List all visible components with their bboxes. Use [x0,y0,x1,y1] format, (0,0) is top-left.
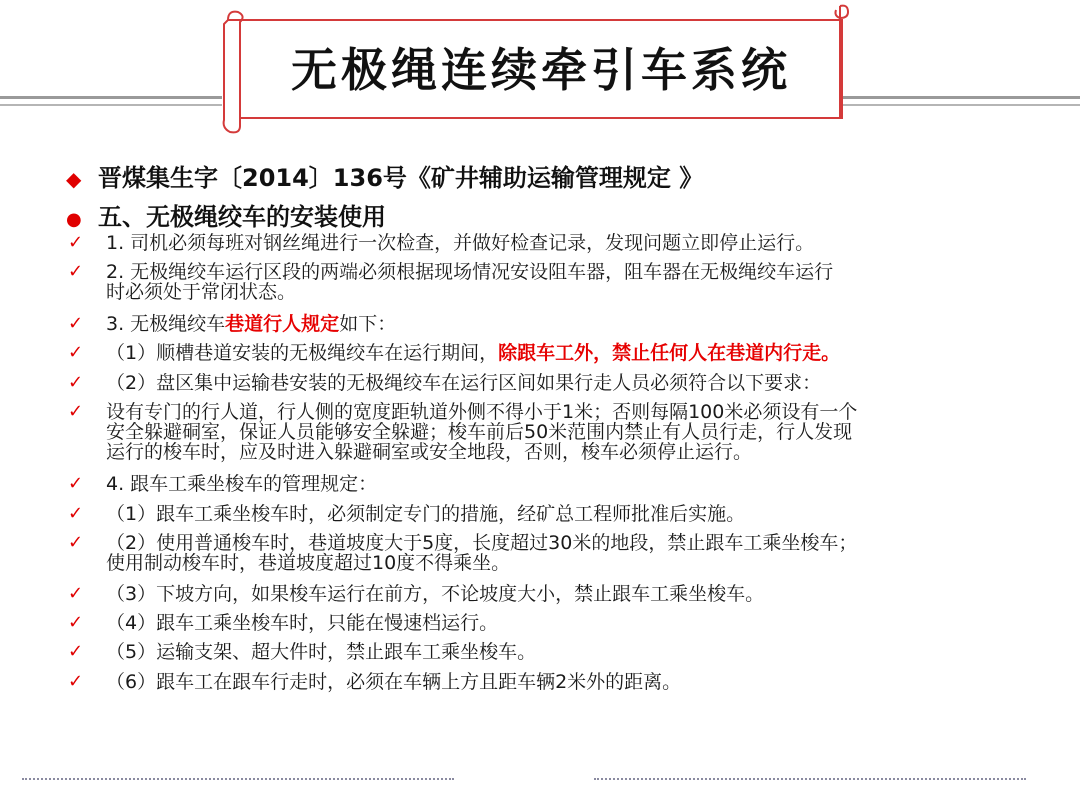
footer-divider-left [22,778,454,780]
dot-bullet-icon: ● [66,209,82,230]
item-line: 2. 无极绳绞车运行区段的两端必须根据现场情况安设阻车器，阻车器在无极绳绞车运行 [106,261,834,283]
item-line [106,343,1056,363]
checkmark-icon: ✓ [68,372,84,393]
checkmark-icon: ✓ [68,583,84,604]
checkmark-icon: ✓ [68,641,84,662]
item-text: 3. 无极绳绞车 [106,313,226,335]
item-line: （1）跟车工乘坐梭车时，必须制定专门的措施，经矿总工程师批准后实施。 [106,503,746,525]
checkmark-icon: ✓ [68,232,84,253]
checkmark-icon: ✓ [68,612,84,633]
item-line: 使用制动梭车时，巷道坡度超过10度不得乘坐。 [106,552,511,574]
checkmark-icon: ✓ [68,342,84,363]
item-text: 如下： [339,313,397,335]
item-line: （4）跟车工乘坐梭车时，只能在慢速档运行。 [106,612,499,634]
item-text: （1）顺槽巷道安装的无极绳绞车在运行期间， [106,342,499,364]
checkmark-icon: ✓ [68,313,84,334]
heading-regulation [66,158,703,193]
checkmark-icon: ✓ [68,261,84,282]
item-line: 设有专门的行人道，行人侧的宽度距轨道外侧不得小于1米；否则每隔100米必须设有一个 [106,401,858,423]
item-line: 时必须处于常闭状态。 [106,281,297,303]
item-line [106,314,1056,334]
item-line: （2）使用普通梭车时，巷道坡度大于5度，长度超过30米的地段，禁止跟车工乘坐梭车； [106,532,858,554]
checkmark-icon: ✓ [68,671,84,692]
heading-section [66,197,386,232]
checkmark-icon: ✓ [68,532,84,553]
item-line: （2）盘区集中运输巷安装的无极绳绞车在运行区间如果行走人员必须符合以下要求： [106,372,822,394]
footer-divider-right [594,778,1026,780]
item-line: 1. 司机必须每班对钢丝绳进行一次检查，并做好检查记录，发现问题立即停止运行。 [106,232,815,254]
item-line: 运行的梭车时，应及时进入躲避硐室或安全地段，否则，梭车必须停止运行。 [106,441,753,463]
heading-regulation-text: 晋煤集生字〔2014〕136号《矿井辅助运输管理规定 》 [98,164,704,192]
item-line: 4. 跟车工乘坐梭车的管理规定： [106,473,378,495]
item-line: （6）跟车工在跟车行走时，必须在车辆上方且距车辆2米外的距离。 [106,671,682,693]
item-line: 安全躲避硐室，保证人员能够安全躲避；梭车前后50米范围内禁止有人员行走，行人发现 [106,421,853,443]
heading-section-text: 五、无极绳绞车的安装使用 [98,203,386,231]
diamond-bullet-icon: ◆ [66,167,82,191]
checkmark-icon: ✓ [68,473,84,494]
checkmark-icon: ✓ [68,503,84,524]
checkmark-icon: ✓ [68,401,84,422]
item-line: （5）运输支架、超大件时，禁止跟车工乘坐梭车。 [106,641,537,663]
highlight-text: 巷道行人规定 [225,313,340,335]
page-title: 无极绳连续牵引车系统 [291,43,791,97]
highlight-text: 除跟车工外，禁止任何人在巷道内行走。 [498,342,841,364]
item-line: （3）下坡方向，如果梭车运行在前方，不论坡度大小，禁止跟车工乘坐梭车。 [106,583,765,605]
